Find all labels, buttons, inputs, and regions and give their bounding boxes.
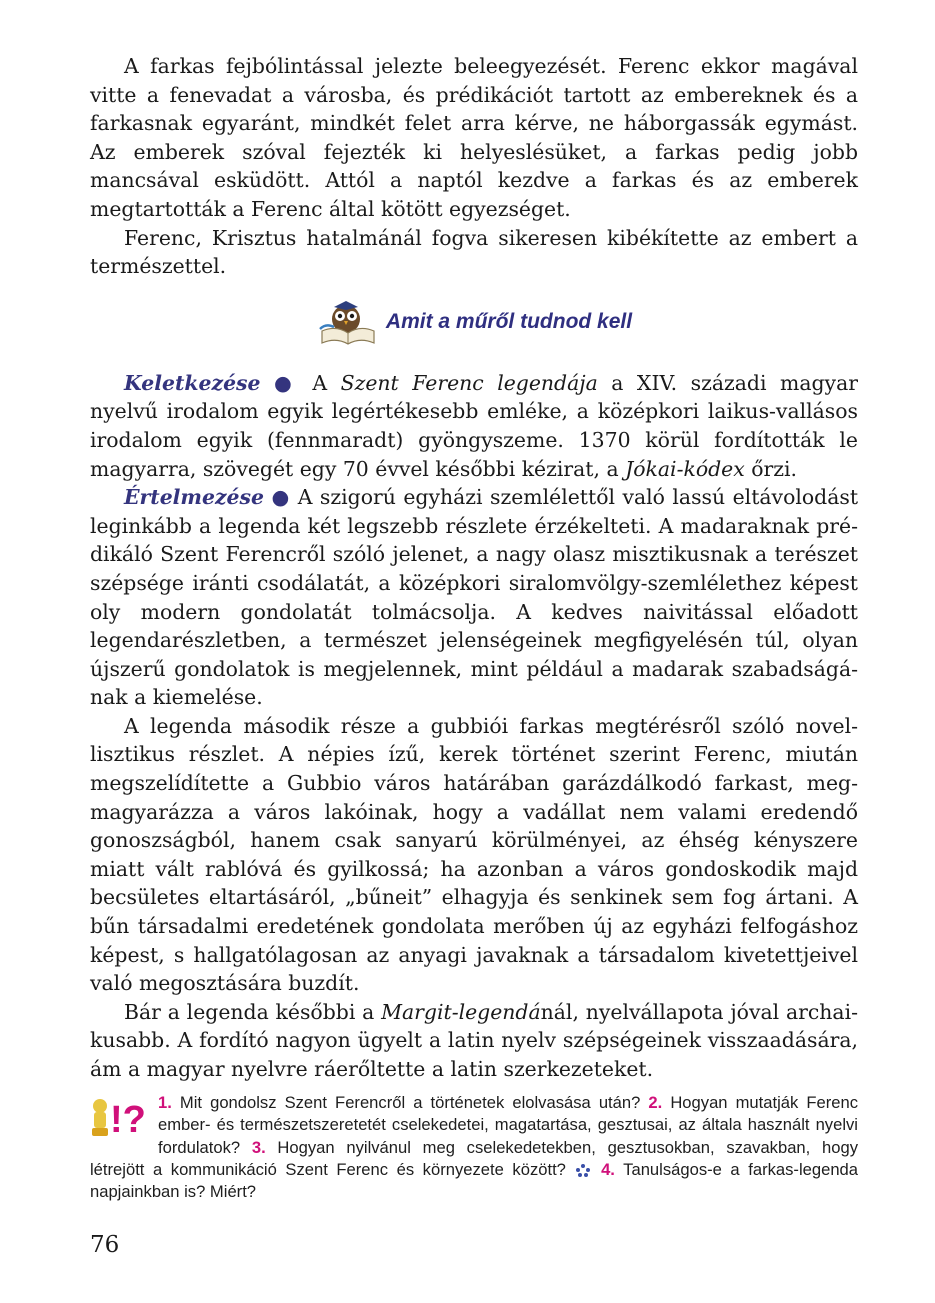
question-4-number: 4. — [601, 1159, 615, 1179]
question-1: Mit gondolsz Szent Ferencről a történetek elolvasása után? — [171, 1093, 649, 1112]
bullet: ● — [271, 485, 291, 510]
text-run: A szigorú egyházi szemlélettől való lassú eltávolodást leginkább a legenda két legszebb részlete érzékelteti. A madaraknak prédikáló Szent Ferencről szóló jelenet, a nagy olasz misztikusnak a terészet szépsége iránti csodálatát, a középkori siralomvölgy-szemlélethez képest oly modern gondolatát tolmácsolja. A kedves naivitással előadott legendarészletben, a természet jelenségeinek megfigyelésén túl, olyan újszerű gondolatok is megjelennek, mint például a madarak szabadságának a kiemelése. — [90, 485, 859, 710]
section-title: Amit a műről tudnod kell — [385, 309, 633, 333]
paragraph-margit — [90, 998, 858, 1084]
star-cluster-icon — [574, 1163, 592, 1177]
question-3: Hogyan nyilvánul meg cselekedetekben, gesztusokban, szavakban, hogy létrejött a kommunikáció Szent Ferenc és környezete között? — [90, 1137, 858, 1179]
question-exclamation-icon — [90, 1092, 156, 1138]
text-run: őrzi. — [744, 456, 797, 481]
paragraph-keletkezese — [90, 369, 858, 483]
bullet: ● — [274, 370, 299, 395]
svg-text:!?: !? — [110, 1099, 146, 1138]
italic-codex: Jókai-kódex — [625, 456, 745, 481]
paragraph-intro-2: Ferenc, Krisztus hatalmánál fogva sikeresen kibékítette az embert a természettel. — [90, 225, 858, 279]
keyword-ertelmezese: Értelmezése — [124, 485, 264, 510]
owl-reading-book-icon — [316, 297, 380, 347]
questions-block — [90, 1092, 858, 1203]
italic-margit: Margit-legendá — [381, 999, 541, 1024]
question-4: Tanulságos-e a farkas-legenda napjainkban is? Miért? — [90, 1159, 858, 1202]
text-run: A — [298, 370, 341, 395]
page-number: 76 — [90, 1232, 120, 1258]
main-text — [90, 52, 858, 1084]
paragraph-intro-1: A farkas fejbólintással jelezte beleegyezését. Ferenc ekkor magával vitte a fenevadat a városba, és prédikációt tartott az embereknek és a farkasnak egyaránt, mindkét felet arra kérve, ne háborgassák egymást. Az emberek szóval fejezték ki helyeslésüket, a farkas pedig jobb mancsával esküdött. Attól a naptól kezdve a farkas és az emberek megtartották a Ferenc által kötött egyezséget. — [90, 54, 858, 221]
paragraph-farkas: A legenda második része a gubbiói farkas megtérésről szóló novellisztikus részlet. A népies ízű, kerek történet szerint Ferenc, miután megszelídítette a Gubbio város határában garázdálkodó farkast, megmagyarázza a város lakóinak, hogy a vadállat nem valami eredendő gonoszságból, hanem csak sanyarú körülményei, az éhség kényszere miatt vált rablóvá és gyilkossá; ha azonban a város gondoskodik majd becsületes eltartásáról, „bűneit” elhagyja és senkinek sem fog ártani. A bűn társadalmi eredetének gondolata merőben új az egyházi felfogáshoz képest, s hallgatólagosan az anyagi javaknak a társadalom kivetettjeivel való megosztására buzdít. — [90, 713, 858, 996]
section-heading — [90, 297, 858, 347]
text-run: Bár a legenda későbbi a — [124, 999, 382, 1024]
paragraph-ertelmezese — [90, 483, 858, 712]
italic-title: Szent Ferenc legendája — [340, 370, 598, 395]
question-2-number: 2. — [648, 1093, 663, 1112]
question-3-number: 3. — [251, 1137, 266, 1157]
question-1-number: 1. — [158, 1093, 172, 1112]
text-run: nál, nyelvállapota jóval archaikusabb. A fordító nagyon ügyelt a latin nyelv szépségeinek visszaadására, ám a magyar nyelvre ráerőltette a latin szerkezeteket. — [90, 999, 859, 1081]
keyword-keletkezese: Keletkezése — [124, 370, 261, 395]
question-2: Hogyan mutatják Ferenc ember- és természetszeretetét cselekedetei, magatartása, gesztusai, az általa használt nyelvi fordulatok? — [158, 1093, 859, 1157]
text-run: a XIV. századi magyar nyelvű irodalom egyik legértékesebb emléke, a középkori laikus-vallásos irodalom egyik (fennmaradt) gyöngyszeme. 1370 körül fordították le magyarra, szövegét egy 70 évvel későbbi kézirat, a — [90, 370, 858, 481]
